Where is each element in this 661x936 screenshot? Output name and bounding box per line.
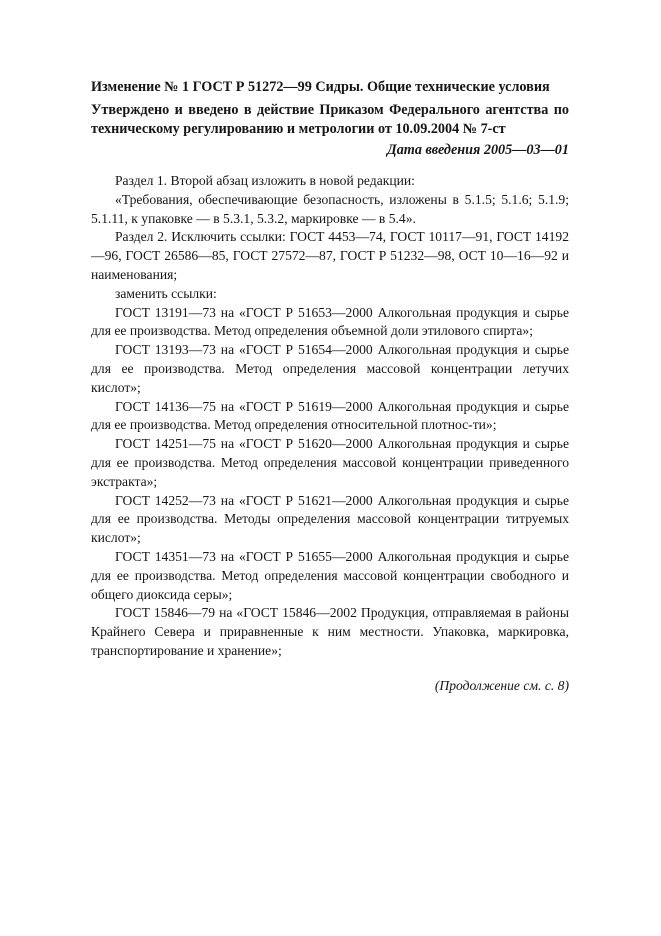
paragraph-gost-13193: ГОСТ 13193—73 на «ГОСТ Р 51654—2000 Алкогольная продукция и сырье для ее производства. Метод определения массовой концентрации летучих кислот»; [91,342,569,395]
paragraph-gost-14252: ГОСТ 14252—73 на «ГОСТ Р 51621—2000 Алкогольная продукция и сырье для ее производства. Методы определения массовой концентрации титруемых кислот»; [91,492,569,546]
amendment-title: Изменение № 1 ГОСТ Р 51272—99 Сидры. Общие технические условия [91,79,550,95]
paragraph-replace-refs: заменить ссылки: [115,285,217,301]
paragraph-gost-14351: ГОСТ 14351—73 на «ГОСТ Р 51655—2000 Алкогольная продукция и сырье для ее производства. Метод определения массовой концентрации свободного и общего диоксида серы»; [91,548,569,602]
continuation-note: (Продолжение см. с. 8) [434,677,569,693]
paragraph-requirements: «Требования, обеспечивающие безопасность, изложены в 5.1.5; 5.1.6; 5.1.9; 5.1.11, к упаковке — в 5.3.1, 5.3.2, маркировке — в 5.4». [91,191,569,226]
paragraph-section1: Раздел 1. Второй абзац изложить в новой редакции: [115,173,415,188]
paragraph-gost-15846: ГОСТ 15846—79 на «ГОСТ 15846—2002 Продукция, отправляемая в районы Крайнего Севера и приравненные к ним местности. Упаковка, маркировка, транспортирование и хранение»; [91,605,569,658]
approval-statement: Утверждено и введено в действие Приказом Федерального агентства по техническому регулированию и метрологии от 10.09.2004 № 7-ст [91,102,569,137]
document-page [91,78,569,695]
paragraph-gost-14136: ГОСТ 14136—75 на «ГОСТ Р 51619—2000 Алкогольная продукция и сырье для ее производства. Метод определения относительной плотнос-ти»; [91,398,569,433]
paragraph-section2: Раздел 2. Исключить ссылки: ГОСТ 4453—74, ГОСТ 10117—91, ГОСТ 14192—96, ГОСТ 26586—85, ГОСТ 27572—87, ГОСТ Р 51232—98, ОСТ 10—16—92 и наименования; [91,229,569,282]
effective-date: Дата введения 2005—03—01 [387,142,569,158]
paragraph-gost-14251: ГОСТ 14251—75 на «ГОСТ Р 51620—2000 Алкогольная продукция и сырье для ее производства. Метод определения массовой концентрации приведенного экстракта»; [91,436,569,489]
paragraph-gost-13191: ГОСТ 13191—73 на «ГОСТ Р 51653—2000 Алкогольная продукция и сырье для ее производства. Метод определения объемной доли этилового спирта»; [91,304,569,339]
